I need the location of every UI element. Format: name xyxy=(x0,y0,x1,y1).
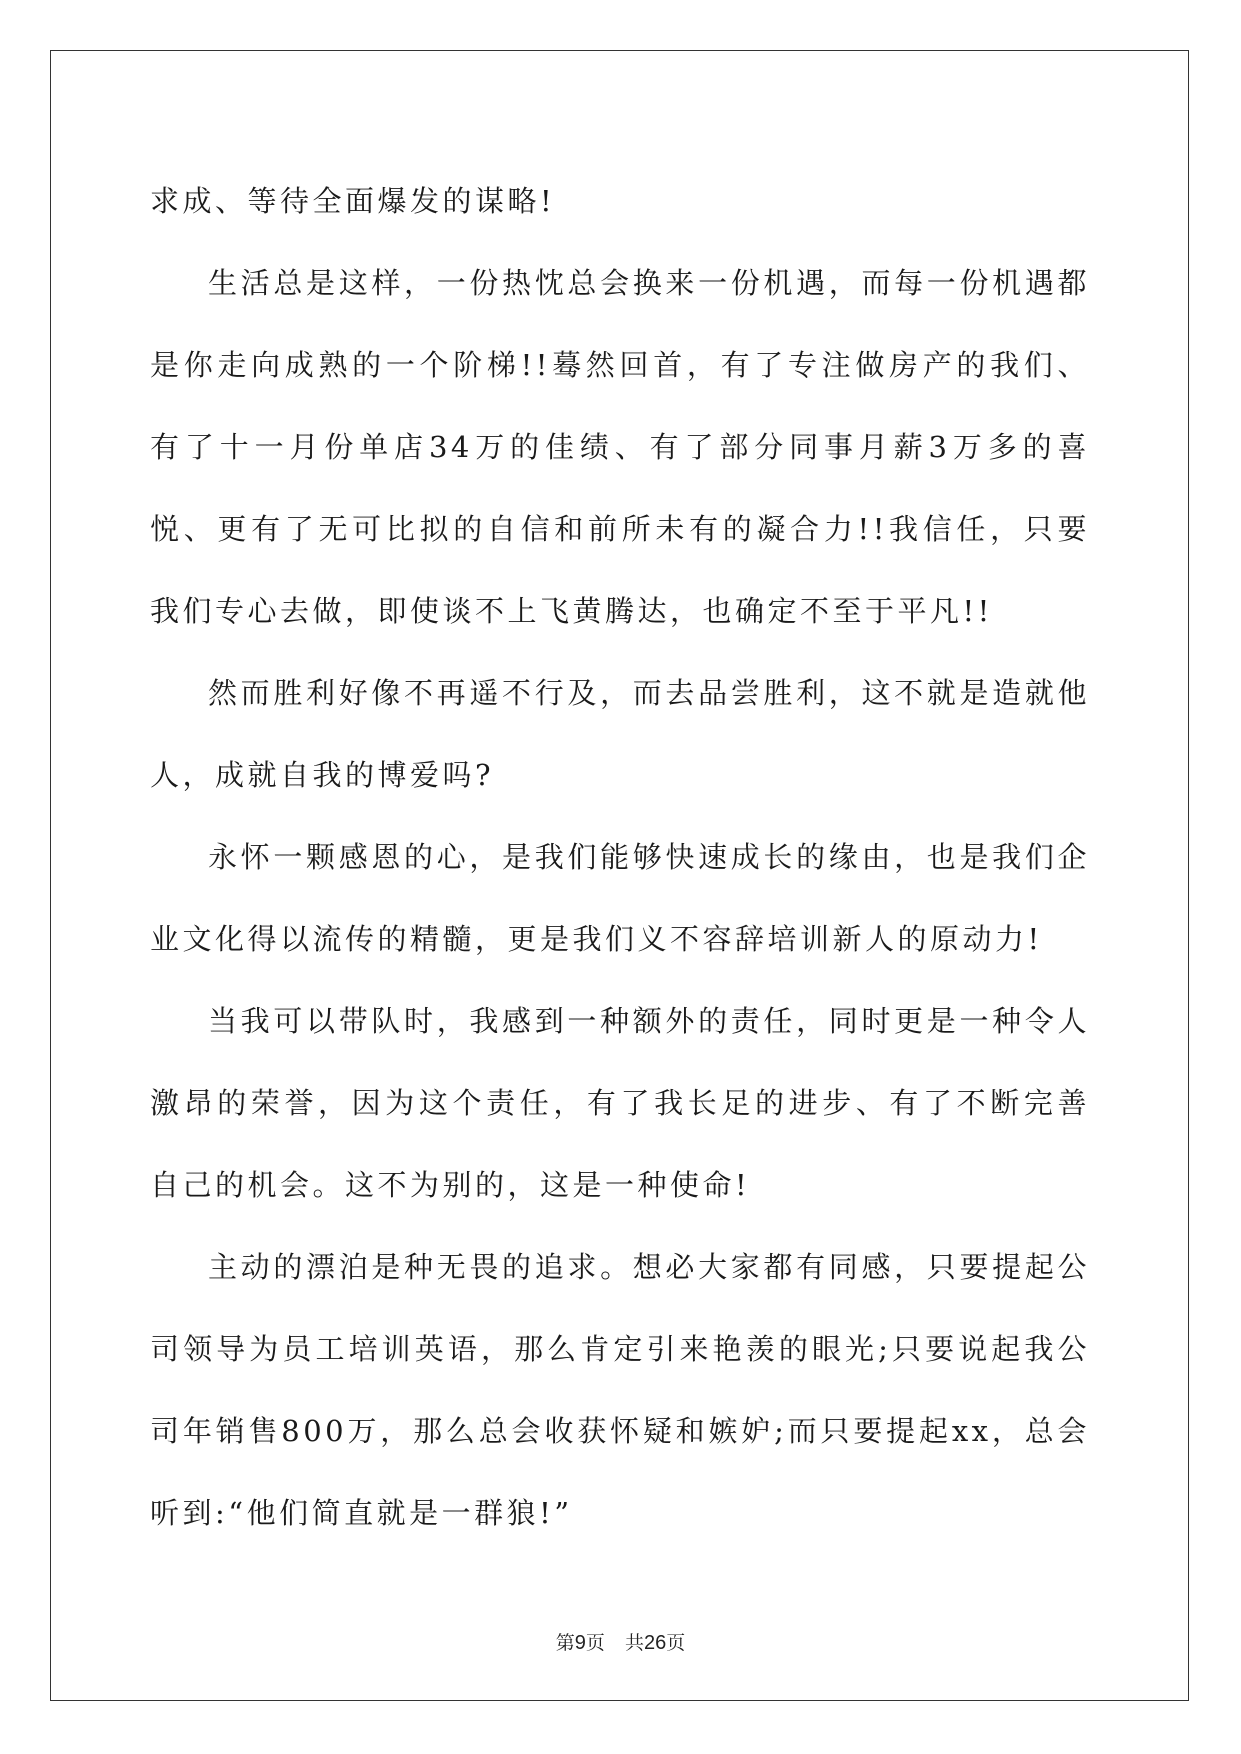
page-footer xyxy=(0,1628,1241,1655)
document-body xyxy=(150,160,1090,1554)
paragraph-6: 主动的漂泊是种无畏的追求。想必大家都有同感，只要提起公司领导为员工培训英语，那么肯定引来艳羡的眼光;只要说起我公司年销售800万，那么总会收获怀疑和嫉妒;而只要提起xx，总会听到:“他们简直就是一群狼!” xyxy=(150,1250,1090,1530)
paragraph-5: 当我可以带队时，我感到一种额外的责任，同时更是一种令人激昂的荣誉，因为这个责任，有了我长足的进步、有了不断完善自己的机会。这不为别的，这是一种使命! xyxy=(150,1004,1090,1202)
paragraph-1: 求成、等待全面爆发的谋略! xyxy=(150,184,556,218)
total-page-count: 26 xyxy=(643,1632,667,1654)
paragraph-4: 永怀一颗感恩的心，是我们能够快速成长的缘由，也是我们企业文化得以流传的精髓，更是我们义不容辞培训新人的原动力! xyxy=(150,840,1090,956)
paragraph-2: 生活总是这样，一份热忱总会换来一份机遇，而每一份机遇都是你走向成熟的一个阶梯!!蓦然回首，有了专注做房产的我们、有了十一月份单店34万的佳绩、有了部分同事月薪3万多的喜悦、更有了无可比拟的自信和前所未有的凝合力!!我信任，只要我们专心去做，即使谈不上飞黄腾达，也确定不至于平凡!! xyxy=(150,266,1090,628)
footer-prefix: 第 xyxy=(555,1632,575,1654)
footer-page-word: 页 xyxy=(585,1632,605,1654)
footer-total-prefix: 共 xyxy=(624,1632,644,1654)
paragraph-3: 然而胜利好像不再遥不行及，而去品尝胜利，这不就是造就他人，成就自我的博爱吗? xyxy=(150,676,1090,792)
current-page-number: 9 xyxy=(574,1632,586,1654)
footer-total-suffix: 页 xyxy=(666,1632,686,1654)
